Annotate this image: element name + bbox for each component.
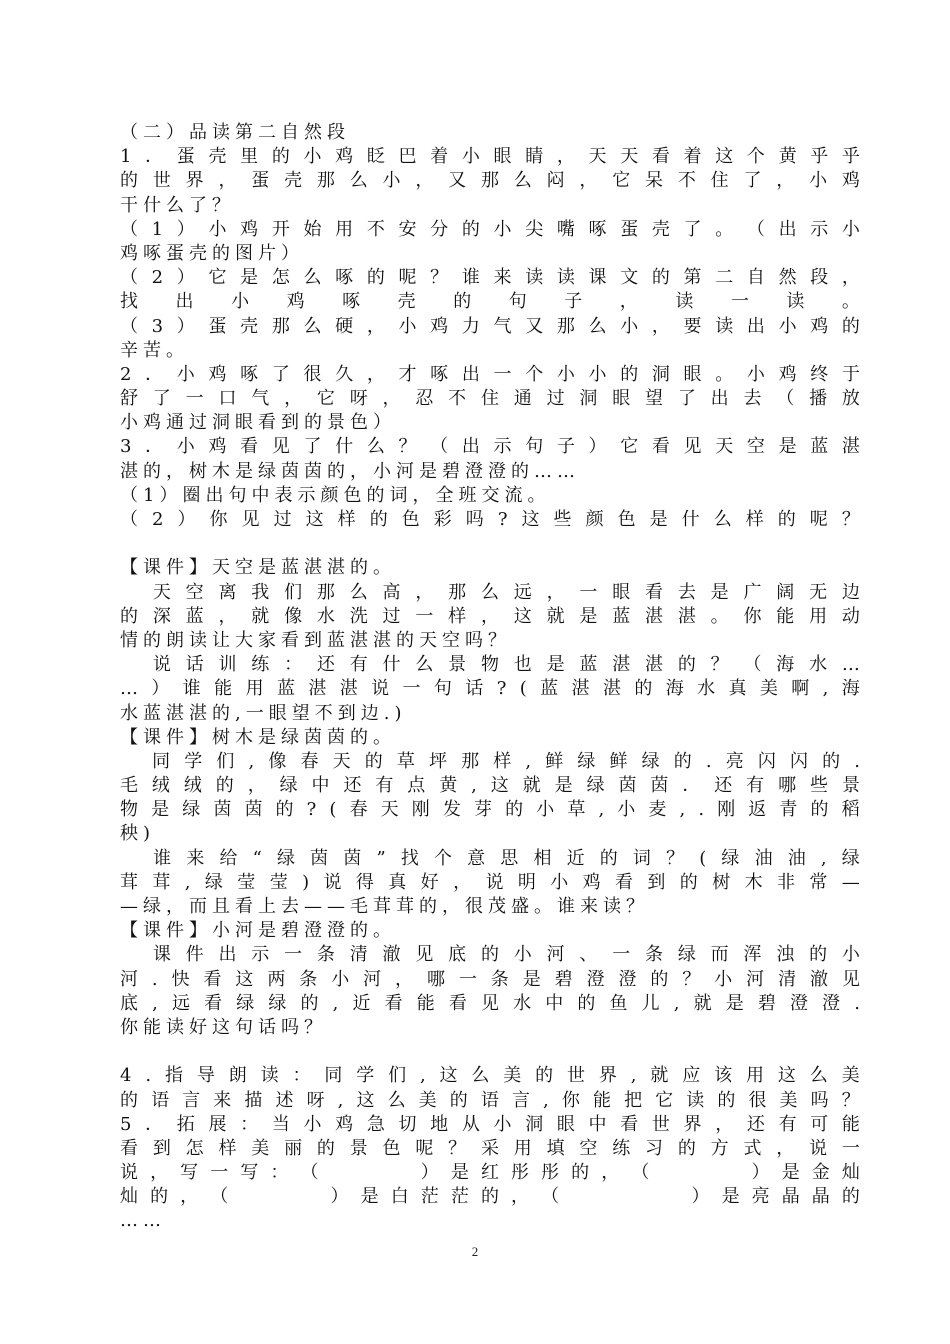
text-line: 同 学 们 , 像 春 天 的 草 坪 那 样 , 鲜 绿 鲜 绿 的 . 亮 闪 闪 的 .: [152, 750, 860, 772]
text-line: 你能读好这句话吗？: [120, 1016, 327, 1038]
text-line: 情的朗读让大家看到蓝湛湛的天空吗？: [120, 629, 511, 651]
text-line: 4 . 指 导 朗 读 ： 同 学 们 , 这 么 美 的 世 界 , 就 应 该 用 这 么 美: [120, 1065, 860, 1087]
text-line: 【课件】树木是绿茵茵的。: [120, 726, 396, 748]
text-line: 【课件】天空是蓝湛湛的。: [120, 557, 396, 579]
text-line: （ 3 ） 蛋 壳 那 么 硬 ， 小 鸡 力 气 又 那 么 小 ， 要 读 出 小 鸡 的: [120, 315, 860, 337]
text-line: … ） 谁 能 用 蓝 湛 湛 说 一 句 话 ? ( 蓝 湛 湛 的 海 水 真 美 啊 , 海: [120, 678, 860, 700]
text-line: 底 , 远 看 绿 绿 的 , 近 看 能 看 见 水 中 的 鱼 儿 , 就 是 碧 澄 澄 .: [120, 992, 860, 1014]
text-line: 秧): [120, 823, 156, 845]
document-body: [120, 121, 860, 1234]
text-line: 湛的，树木是绿茵茵的，小河是碧澄澄的……: [120, 460, 580, 482]
text-line: 毛 绒 绒 的 ， 绿 中 还 有 点 黄 , 这 就 是 绿 茵 茵 ． 还 有 哪 些 景: [120, 775, 860, 797]
text-line: 课 件 出 示 一 条 清 澈 见 底 的 小 河 、 一 条 绿 而 浑 浊 的 小: [152, 944, 860, 966]
text-line: 河 . 快 看 这 两 条 小 河 ， 哪 一 条 是 碧 澄 澄 的 ？ 小 河 清 澈 见: [120, 968, 860, 990]
text-line: 谁 来 给 “ 绿 茵 茵 ” 找 个 意 思 相 近 的 词 ？ ( 绿 油 油 , 绿: [153, 847, 860, 869]
text-line: （ 1 ） 小 鸡 开 始 用 不 安 分 的 小 尖 嘴 啄 蛋 壳 了 。 （ 出 示 小: [120, 218, 860, 240]
text-line: 小鸡通过洞眼看到的景色）: [120, 412, 396, 434]
text-line: 说 话 训 练 ： 还 有 什 么 景 物 也 是 蓝 湛 湛 的 ？ （ 海 水 …: [152, 654, 860, 676]
text-line: 的 深 蓝 ， 就 像 水 洗 过 一 样 ， 这 就 是 蓝 湛 湛 。 你 能 用 动: [120, 605, 860, 627]
text-line: 舒 了 一 口 气 ， 它 呀 ， 忍 不 住 通 过 洞 眼 望 了 出 去 （ 播 放: [120, 388, 860, 410]
text-line: （1）圈出句中表示颜色的词，全班交流。: [120, 484, 551, 506]
text-line: 【课件】小河是碧澄澄的。: [120, 920, 396, 942]
text-line: 看 到 怎 样 美 丽 的 景 色 呢 ？ 采 用 填 空 练 习 的 方 式 ， 说 一: [120, 1137, 860, 1159]
text-line: 灿 的 ， （ ） 是 白 茫 茫 的 ， （ ） 是 亮 晶 晶 的: [120, 1186, 860, 1208]
text-line: 干什么了？: [120, 194, 235, 216]
text-line: 的 语 言 来 描 述 呀 , 这 么 美 的 语 言 , 你 能 把 它 读 的 很 美 吗 ？: [120, 1089, 860, 1111]
text-line: （ 2 ） 你 见 过 这 样 的 色 彩 吗 ? 这 些 颜 色 是 什 么 样 的 呢 ？: [120, 509, 860, 530]
text-line: —绿，而且看上去——毛茸茸的，很茂盛。谁来读？: [120, 896, 649, 917]
text-line: 2 ． 小 鸡 啄 了 很 久 ， 才 啄 出 一 个 小 小 的 洞 眼 。 小 鸡 终 于: [120, 363, 860, 385]
page-number: 2: [471, 1244, 479, 1259]
text-line: 5 ． 拓 展 ： 当 小 鸡 急 切 地 从 小 洞 眼 中 看 世 界 ， 还 有 可 能: [120, 1113, 860, 1135]
blank-line: [120, 532, 860, 556]
text-line: （ 2 ） 它 是 怎 么 啄 的 呢 ？ 谁 来 读 读 课 文 的 第 二 自 然 段 ，: [120, 267, 860, 289]
text-line: 找 出 小 鸡 啄 壳 的 句 子 ， 读 一 读 。: [120, 291, 860, 313]
blank-line: [120, 1040, 860, 1064]
text-line: 物 是 绿 茵 茵 的 ? ( 春 天 刚 发 芽 的 小 草 , 小 麦 , . 刚 返 青 的 稻: [120, 799, 860, 821]
text-line: 茸 茸 , 绿 莹 莹 ) 说 得 真 好 ， 说 明 小 鸡 看 到 的 树 木 非 常 —: [120, 871, 860, 893]
text-line: 水蓝湛湛的,一眼望不到边.): [120, 702, 407, 724]
text-line: 3 ． 小 鸡 看 见 了 什 么 ？ （ 出 示 句 子 ） 它 看 见 天 空 是 蓝 湛: [120, 436, 860, 458]
text-line: 辛苦。: [120, 339, 189, 361]
text-line: 说 ， 写 一 写 ： （ ） 是 红 彤 彤 的 ， （ ） 是 金 灿: [120, 1162, 860, 1184]
text-line: 的 世 界 ， 蛋 壳 那 么 小 ， 又 那 么 闷 ， 它 呆 不 住 了 ， 小 鸡: [120, 170, 860, 192]
text-line: ……: [120, 1210, 166, 1232]
text-line: 天 空 离 我 们 那 么 高 ， 那 么 远 ， 一 眼 看 去 是 广 阔 无 边: [152, 581, 860, 603]
text-line: 鸡啄蛋壳的图片）: [120, 242, 304, 264]
text-line: 1 ． 蛋 壳 里 的 小 鸡 眨 巴 着 小 眼 睛 ， 天 天 看 着 这 个 黄 乎 乎: [120, 146, 860, 168]
text-line: （二）品读第二自然段: [120, 122, 350, 143]
